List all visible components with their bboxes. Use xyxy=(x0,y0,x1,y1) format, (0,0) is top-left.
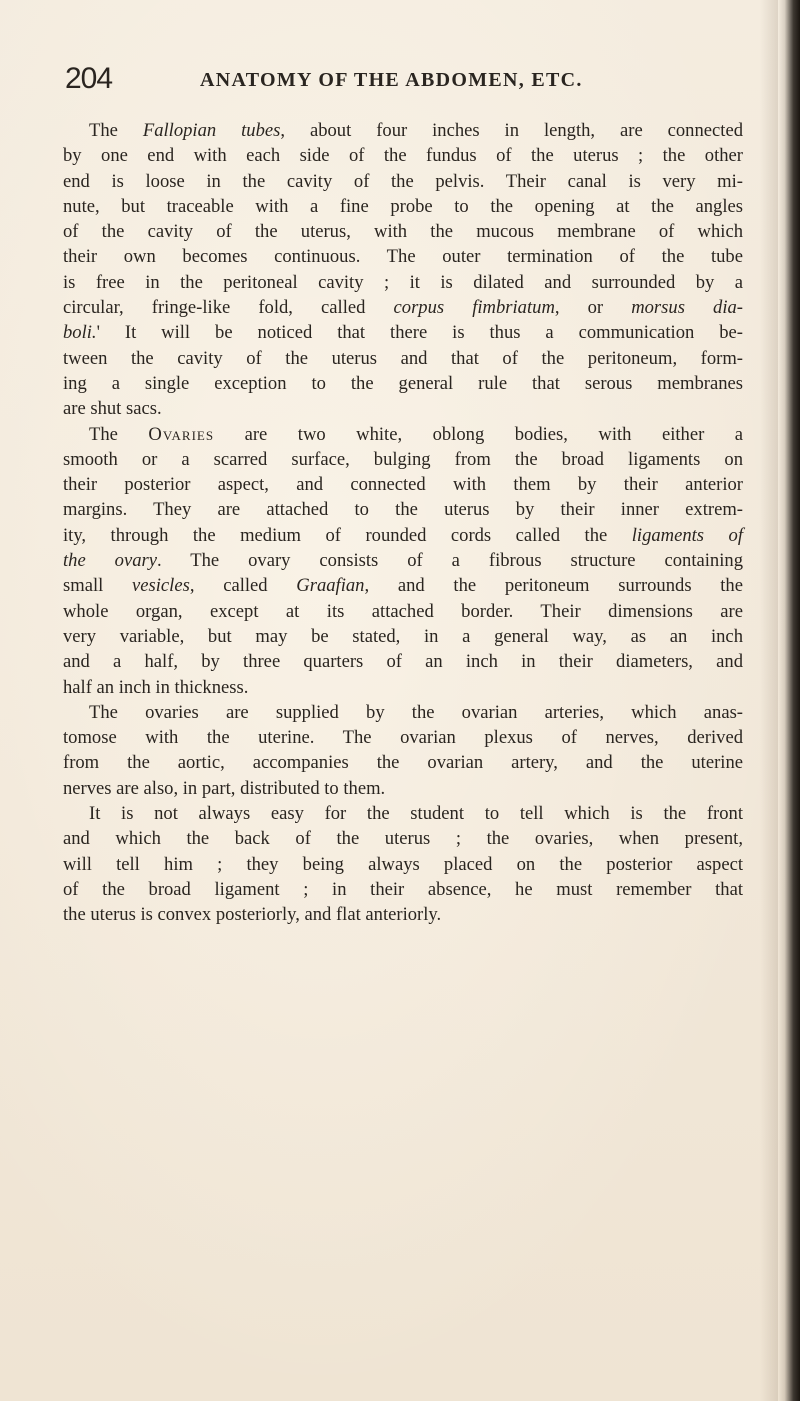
italic-term: ligaments of xyxy=(631,524,743,546)
text-line xyxy=(63,902,743,927)
text-run: ' It will be noticed that there is thus a communication be- xyxy=(96,322,743,344)
text-run: , and the peritoneum surrounds the xyxy=(364,575,743,597)
text-line xyxy=(63,346,743,371)
text-run: The xyxy=(89,120,143,141)
italic-term: the ovary xyxy=(63,550,157,572)
text-line xyxy=(63,826,743,851)
text-line xyxy=(63,219,743,244)
text-line xyxy=(63,194,743,219)
text-line xyxy=(63,750,743,775)
page-number: 204 xyxy=(65,62,113,95)
text-run: The xyxy=(89,423,149,445)
text-run: and a half, by three quarters of an inch in their diameters, and xyxy=(63,651,743,673)
text-run: their posterior aspect, and connected with them by their anterior xyxy=(63,474,743,496)
text-run: , about four inches in length, are connected xyxy=(280,120,743,141)
page-header xyxy=(65,62,725,102)
text-run: from the aortic, accompanies the ovarian artery, and the uterine xyxy=(63,752,743,774)
text-line xyxy=(63,497,743,522)
book-binding-edge xyxy=(778,0,800,1401)
text-run: smooth or a scarred surface, bulging from the broad ligaments on xyxy=(63,448,743,470)
text-run: nute, but traceable with a fine probe to the opening at the angles xyxy=(63,195,743,217)
text-line xyxy=(63,472,743,497)
text-run: tomose with the uterine. The ovarian plexus of nerves, derived xyxy=(63,727,743,749)
small-caps-term: Ovaries xyxy=(148,423,215,445)
text-run: is free in the peritoneal cavity ; it is dilated and surrounded by a xyxy=(63,271,743,293)
text-run: margins. They are attached to the uterus by their inner extrem- xyxy=(63,499,743,521)
text-line xyxy=(63,396,743,421)
text-run: are two white, oblong bodies, with either a xyxy=(214,423,744,445)
text-line xyxy=(63,548,743,573)
text-run: will tell him ; they being always placed on the posterior aspect xyxy=(63,853,743,875)
italic-term: Graafian xyxy=(296,575,365,597)
italic-term: boli. xyxy=(63,322,97,344)
text-run: The ovaries are supplied by the ovarian arteries, which anas- xyxy=(89,701,743,723)
text-run: , called xyxy=(189,575,297,597)
text-line xyxy=(63,877,743,902)
text-run: whole organ, except at its attached border. Their dimensions are xyxy=(63,600,743,622)
text-run: circular, fringe-like fold, called xyxy=(63,297,394,319)
text-run: ing a single exception to the general rule that serous membranes xyxy=(63,372,743,394)
text-run: of the broad ligament ; in their absence, he must remember that xyxy=(63,878,743,900)
text-line xyxy=(63,143,743,168)
text-line xyxy=(63,169,743,194)
text-run: tween the cavity of the uterus and that of the peritoneum, form- xyxy=(63,347,743,369)
text-run: ity, through the medium of rounded cords called the xyxy=(63,524,632,546)
text-line xyxy=(63,649,743,674)
text-line xyxy=(63,725,743,750)
body-text xyxy=(63,118,743,928)
italic-term: vesicles xyxy=(132,575,190,597)
text-line xyxy=(63,295,743,320)
running-head: ANATOMY OF THE ABDOMEN, ETC. xyxy=(200,69,583,91)
text-line xyxy=(63,700,743,725)
text-line xyxy=(63,801,743,826)
text-run: and which the back of the uterus ; the ovaries, when present, xyxy=(63,828,743,850)
italic-term: Fallopian tubes xyxy=(142,120,281,141)
text-run: . The ovary consists of a fibrous structure containing xyxy=(157,550,743,572)
text-run: the uterus is convex posteriorly, and flat anteriorly. xyxy=(63,904,442,926)
italic-term: corpus fimbriatum xyxy=(393,297,555,319)
text-line xyxy=(63,675,743,700)
text-line xyxy=(63,371,743,396)
text-line xyxy=(63,320,743,345)
text-line xyxy=(63,118,743,143)
text-line xyxy=(63,270,743,295)
text-line xyxy=(63,624,743,649)
text-run: small xyxy=(63,575,132,597)
text-run: by one end with each side of the fundus of the uterus ; the other xyxy=(63,145,743,167)
text-line xyxy=(63,422,743,447)
text-run: very variable, but may be stated, in a general way, as an inch xyxy=(63,625,743,647)
text-run: end is loose in the cavity of the pelvis. Their canal is very mi- xyxy=(63,170,743,192)
text-run: It is not always easy for the student to tell which is the front xyxy=(89,803,743,825)
text-run: are shut sacs. xyxy=(63,398,162,420)
text-line xyxy=(63,599,743,624)
text-run: , or xyxy=(554,297,632,319)
italic-term: morsus dia- xyxy=(631,297,743,319)
text-line xyxy=(63,776,743,801)
text-line xyxy=(63,523,743,548)
text-line xyxy=(63,244,743,269)
text-run: nerves are also, in part, distributed to them. xyxy=(63,777,386,799)
text-run: of the cavity of the uterus, with the mucous membrane of which xyxy=(63,221,743,243)
text-run: their own becomes continuous. The outer termination of the tube xyxy=(63,246,743,268)
text-line xyxy=(63,447,743,472)
text-line xyxy=(63,573,743,598)
text-line xyxy=(63,852,743,877)
page-curl-shadow xyxy=(760,0,778,1401)
text-run: half an inch in thickness. xyxy=(63,676,249,698)
